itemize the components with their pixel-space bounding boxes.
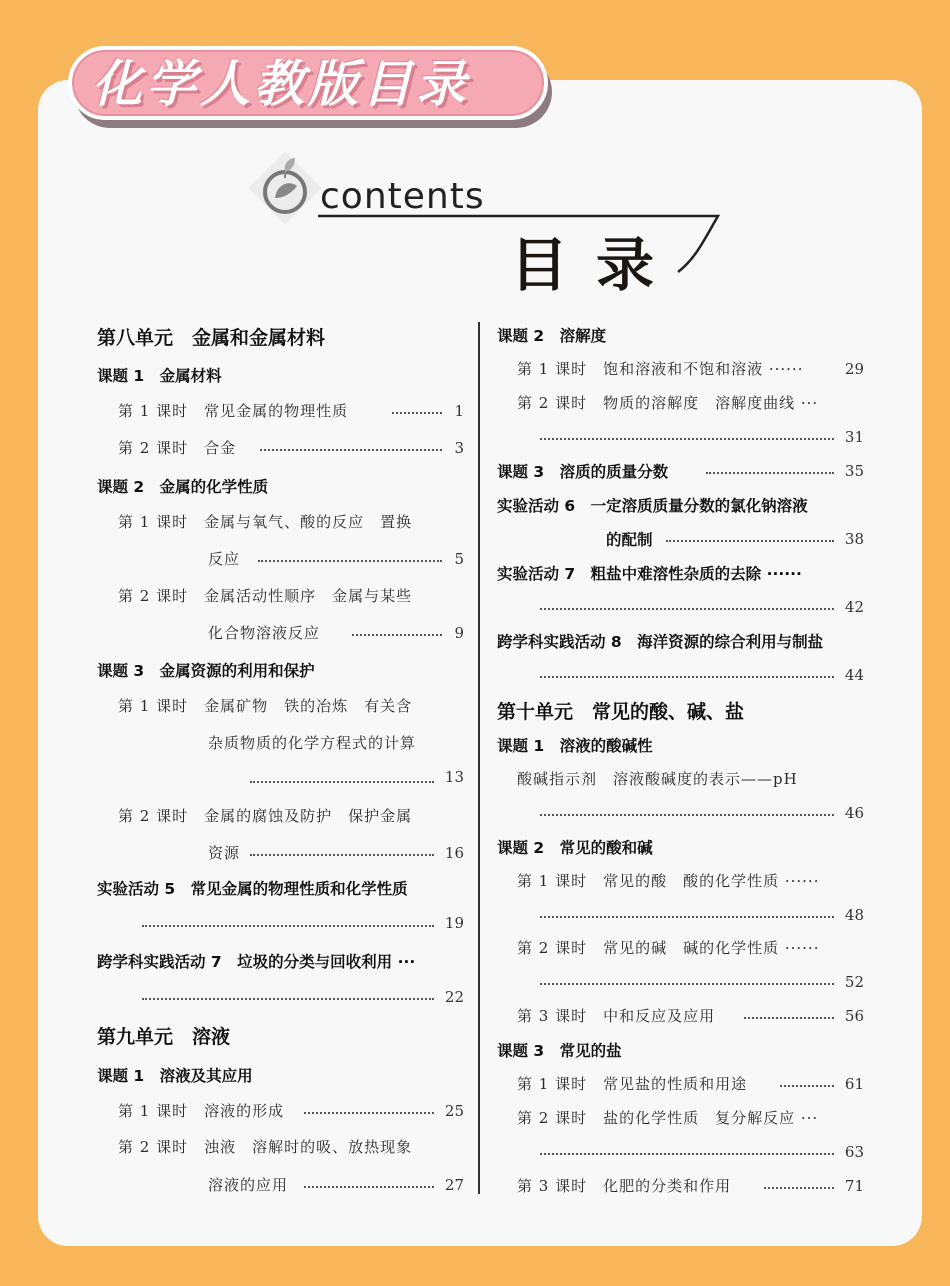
page-number: 71 <box>844 1177 864 1195</box>
leader-dots <box>250 779 434 783</box>
topic-heading[interactable]: 课题 2 金属的化学性质 <box>97 478 269 496</box>
page-number: 13 <box>444 768 464 786</box>
page-number: 38 <box>844 530 864 548</box>
page-number: 63 <box>844 1143 864 1161</box>
leader-dots <box>666 538 834 542</box>
leader-dots <box>540 674 834 678</box>
page-number: 9 <box>454 624 464 642</box>
unit-heading[interactable]: 第八单元 金属和金属材料 <box>97 327 326 349</box>
lesson-entry[interactable]: 第 2 课时 物质的溶解度 溶解度曲线 ··· <box>517 394 819 412</box>
topic-heading[interactable]: 课题 1 溶液及其应用 <box>97 1067 253 1085</box>
page-number: 35 <box>844 462 864 480</box>
leader-dots <box>352 632 442 636</box>
page-number: 22 <box>444 988 464 1006</box>
topic-heading[interactable]: 课题 1 金属材料 <box>97 367 222 385</box>
lesson-entry[interactable]: 第 1 课时 饱和溶液和不饱和溶液 ······ <box>517 360 804 378</box>
lesson-entry[interactable]: 第 2 课时 金属活动性顺序 金属与某些 <box>118 587 413 605</box>
experiment-heading[interactable]: 实验活动 6 一定溶质质量分数的氯化钠溶液 <box>497 497 808 515</box>
leader-dots <box>304 1184 434 1188</box>
leader-dots <box>540 981 834 985</box>
contents-word: contents <box>320 176 485 217</box>
lesson-entry[interactable]: 第 2 课时 盐的化学性质 复分解反应 ··· <box>517 1109 819 1127</box>
topic-heading[interactable]: 课题 2 溶解度 <box>497 327 607 345</box>
leader-dots <box>744 1015 834 1019</box>
lesson-entry[interactable]: 第 1 课时 金属矿物 铁的冶炼 有关含 <box>118 697 413 715</box>
lesson-entry-continued[interactable]: 溶液的应用 <box>208 1176 289 1194</box>
experiment-heading[interactable]: 实验活动 7 粗盐中难溶性杂质的去除 ······ <box>497 565 802 583</box>
lesson-entry[interactable]: 第 3 课时 化肥的分类和作用 <box>517 1177 732 1195</box>
unit-heading[interactable]: 第九单元 溶液 <box>97 1026 231 1048</box>
lesson-entry-continued[interactable]: 资源 <box>208 844 241 862</box>
page-number: 19 <box>444 914 464 932</box>
leader-dots <box>142 923 434 927</box>
leader-dots <box>540 606 834 610</box>
leader-dots <box>540 812 834 816</box>
leader-dots <box>260 447 442 451</box>
leader-dots <box>392 410 442 414</box>
lesson-entry-continued[interactable]: 反应 <box>208 550 241 568</box>
topic-heading[interactable]: 课题 2 常见的酸和碱 <box>497 839 653 857</box>
page-number: 27 <box>444 1176 464 1194</box>
lesson-entry[interactable]: 第 1 课时 常见的酸 酸的化学性质 ······ <box>517 872 820 890</box>
leader-dots <box>258 558 442 562</box>
leader-dots <box>540 914 834 918</box>
page-number: 61 <box>844 1075 864 1093</box>
lesson-entry[interactable]: 第 2 课时 浊液 溶解时的吸、放热现象 <box>118 1138 413 1156</box>
page-number: 25 <box>444 1102 464 1120</box>
leader-dots <box>540 436 834 440</box>
lesson-entry-continued[interactable]: 化合物溶液反应 <box>208 624 321 642</box>
page-number: 3 <box>454 439 464 457</box>
lesson-entry[interactable]: 第 1 课时 溶液的形成 <box>118 1102 285 1120</box>
leader-dots <box>706 470 834 474</box>
lesson-entry[interactable]: 酸碱指示剂 溶液酸碱度的表示——pH <box>517 770 798 788</box>
leader-dots <box>540 1151 834 1155</box>
topic-heading[interactable]: 课题 3 常见的盐 <box>497 1042 622 1060</box>
lesson-entry[interactable]: 第 1 课时 金属与氧气、酸的反应 置换 <box>118 513 413 531</box>
experiment-heading-continued[interactable]: 的配制 <box>606 531 653 549</box>
column-divider <box>478 322 480 1194</box>
page-title: 目录 <box>510 231 683 299</box>
page-number: 52 <box>844 973 864 991</box>
lesson-entry[interactable]: 第 1 课时 常见盐的性质和用途 <box>517 1075 748 1093</box>
leader-dots <box>304 1110 434 1114</box>
page-number: 1 <box>454 402 464 420</box>
lesson-entry[interactable]: 第 1 课时 常见金属的物理性质 <box>118 402 349 420</box>
experiment-heading[interactable]: 实验活动 5 常见金属的物理性质和化学性质 <box>97 880 408 898</box>
unit-heading[interactable]: 第十单元 常见的酸、碱、盐 <box>497 701 745 723</box>
page-number: 56 <box>844 1007 864 1025</box>
leader-dots <box>142 996 434 1000</box>
page-number: 42 <box>844 598 864 616</box>
page-number: 31 <box>844 428 864 446</box>
topic-heading[interactable]: 课题 1 溶液的酸碱性 <box>497 737 653 755</box>
lesson-entry-continued[interactable]: 杂质物质的化学方程式的计算 <box>208 734 417 752</box>
page-number: 16 <box>444 844 464 862</box>
page-number: 29 <box>844 360 864 378</box>
banner-title: 化学人教版目录 <box>92 55 470 113</box>
page-number: 46 <box>844 804 864 822</box>
cross-discipline-heading[interactable]: 跨学科实践活动 7 垃圾的分类与回收利用 ··· <box>97 953 416 971</box>
page-number: 44 <box>844 666 864 684</box>
page-number: 5 <box>454 550 464 568</box>
lesson-entry[interactable]: 第 2 课时 常见的碱 碱的化学性质 ······ <box>517 939 820 957</box>
page-number: 48 <box>844 906 864 924</box>
lesson-entry[interactable]: 第 3 课时 中和反应及应用 <box>517 1007 716 1025</box>
leader-dots <box>250 852 434 856</box>
lesson-entry[interactable]: 第 2 课时 金属的腐蚀及防护 保护金属 <box>118 807 413 825</box>
topic-heading[interactable]: 课题 3 溶质的质量分数 <box>497 463 669 481</box>
topic-heading[interactable]: 课题 3 金属资源的利用和保护 <box>97 662 315 680</box>
cross-discipline-heading[interactable]: 跨学科实践活动 8 海洋资源的综合利用与制盐 <box>497 633 824 651</box>
leader-dots <box>764 1185 834 1189</box>
lesson-entry[interactable]: 第 2 课时 合金 <box>118 439 237 457</box>
leader-dots <box>780 1083 834 1087</box>
